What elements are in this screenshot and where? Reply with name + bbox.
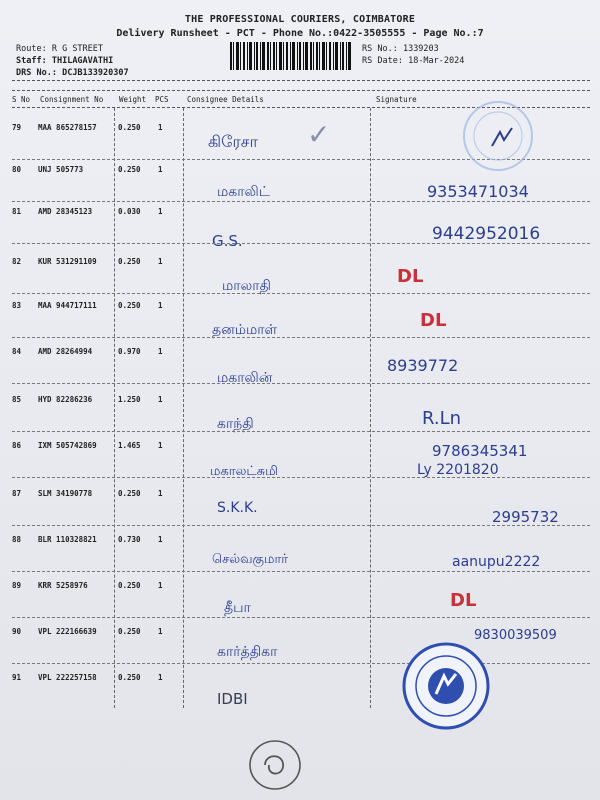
route-value: R G STREET — [51, 44, 104, 54]
row-divider — [12, 663, 590, 664]
row-divider — [12, 477, 590, 478]
col-header-sno: S No — [12, 95, 31, 104]
consignee-handwriting: காந்தி — [217, 416, 254, 432]
barcode-icon — [230, 42, 352, 70]
consignee-handwriting: IDBI — [217, 690, 248, 708]
table-row: 83 MAA 944717111 0.250 1 தனம்மாள் DL — [12, 296, 590, 338]
signature-handwriting: 9442952016 — [432, 224, 541, 244]
delivered-mark: DL — [420, 310, 447, 331]
row-divider — [12, 617, 590, 618]
divider — [12, 90, 590, 91]
table-row: 87 SLM 34190778 0.250 1 S.K.K. 2995732 — [12, 484, 590, 526]
divider — [12, 80, 590, 81]
consignee-handwriting: கிரேசா — [208, 132, 258, 151]
row-divider — [12, 383, 590, 384]
row-divider — [12, 571, 590, 572]
drs-line: DRS No.: DCJB133920307 — [16, 68, 129, 78]
runsheet-subtitle: Delivery Runsheet - PCT - Phone No.:0422-3505555 - Page No.:7 — [116, 28, 484, 39]
table-row: 88 BLR 110328821 0.730 1 செல்வகுமார் aanupu2222 — [12, 530, 590, 572]
consignee-handwriting: தனம்மாள் — [212, 322, 278, 338]
row-divider — [12, 293, 590, 294]
signature-handwriting: aanupu2222 — [452, 554, 541, 570]
stamp-icon — [400, 640, 492, 730]
table-row: 79 MAA 865278157 0.250 1 கிரேசா ✓ — [12, 118, 590, 160]
signature-handwriting: 2995732 — [492, 508, 559, 526]
row-divider — [12, 243, 590, 244]
checkmark-icon: ✓ — [307, 118, 331, 151]
table-row: 86 IXM 505742869 1.465 1 மகாலட்சுமி 9786345341 Ly 2201820 — [12, 436, 590, 478]
signature-handwriting: 9353471034 — [427, 182, 529, 201]
row-divider — [12, 431, 590, 432]
rs-date-value: 18-Mar-2024 — [408, 56, 465, 66]
consignee-handwriting: செல்வகுமார் — [212, 552, 289, 567]
stamp-icon — [245, 735, 305, 795]
col-header-weight: Weight — [119, 95, 147, 104]
rs-no-value: 1339203 — [402, 44, 439, 54]
signature-handwriting: 8939772 — [387, 356, 459, 375]
col-header-details: Consignee Details — [187, 95, 264, 104]
route-line: Route: R G STREET — [16, 44, 104, 54]
table-row: 81 AMD 28345123 0.030 1 G.S. 9442952016 — [12, 202, 590, 244]
table-row: 84 AMD 28264994 0.970 1 மகாலின் 8939772 — [12, 342, 590, 384]
delivered-mark: DL — [450, 590, 477, 611]
col-header-pcs: PCS — [155, 95, 169, 104]
consignee-handwriting: G.S. — [212, 232, 243, 250]
rs-no-line: RS No.: 1339203 — [362, 44, 439, 54]
consignee-handwriting: மாலாதி — [222, 278, 271, 294]
consignee-handwriting: தீபா — [224, 600, 251, 616]
signature-handwriting: R.Ln — [422, 408, 462, 429]
table-row: 82 KUR 531291109 0.250 1 மாலாதி DL — [12, 252, 590, 294]
delivered-mark: DL — [397, 266, 424, 287]
consignee-handwriting: மகாலட்சுமி — [210, 464, 278, 479]
consignee-handwriting: மகாலின் — [217, 370, 273, 386]
table-row: 80 UNJ 505773 0.250 1 மகாலிட் 9353471034 — [12, 160, 590, 202]
consignee-handwriting: S.K.K. — [217, 500, 258, 516]
table-row: 85 HYD 82286236 1.250 1 காந்தி R.Ln — [12, 390, 590, 432]
staff-line: Staff: THILAGAVATHI — [16, 56, 114, 66]
drs-value: DCJB133920307 — [62, 68, 129, 78]
col-header-consignment: Consignment No — [40, 95, 104, 104]
signature-handwriting: 9830039509 — [474, 628, 557, 643]
consignee-handwriting: மகாலிட் — [217, 184, 270, 200]
row-divider — [12, 525, 590, 526]
signature-handwriting: 9786345341 — [432, 442, 528, 460]
table-row: 91 VPL 222257158 0.250 1 IDBI — [12, 673, 248, 708]
table-row: 89 KRR 5258976 0.250 1 தீபா DL — [12, 576, 590, 618]
signature-handwriting: Ly 2201820 — [417, 462, 499, 478]
table-row: 90 VPL 222166639 0.250 1 கார்த்திகா 9830039509 — [12, 622, 590, 664]
staff-value: THILAGAVATHI — [51, 56, 114, 66]
rs-date-line: RS Date: 18-Mar-2024 — [362, 56, 465, 66]
stamp-icon — [452, 100, 544, 172]
col-header-signature: Signature — [376, 95, 417, 104]
consignee-handwriting: கார்த்திகா — [217, 644, 278, 660]
company-title: THE PROFESSIONAL COURIERS, COIMBATORE — [184, 14, 416, 25]
row-divider — [12, 337, 590, 338]
